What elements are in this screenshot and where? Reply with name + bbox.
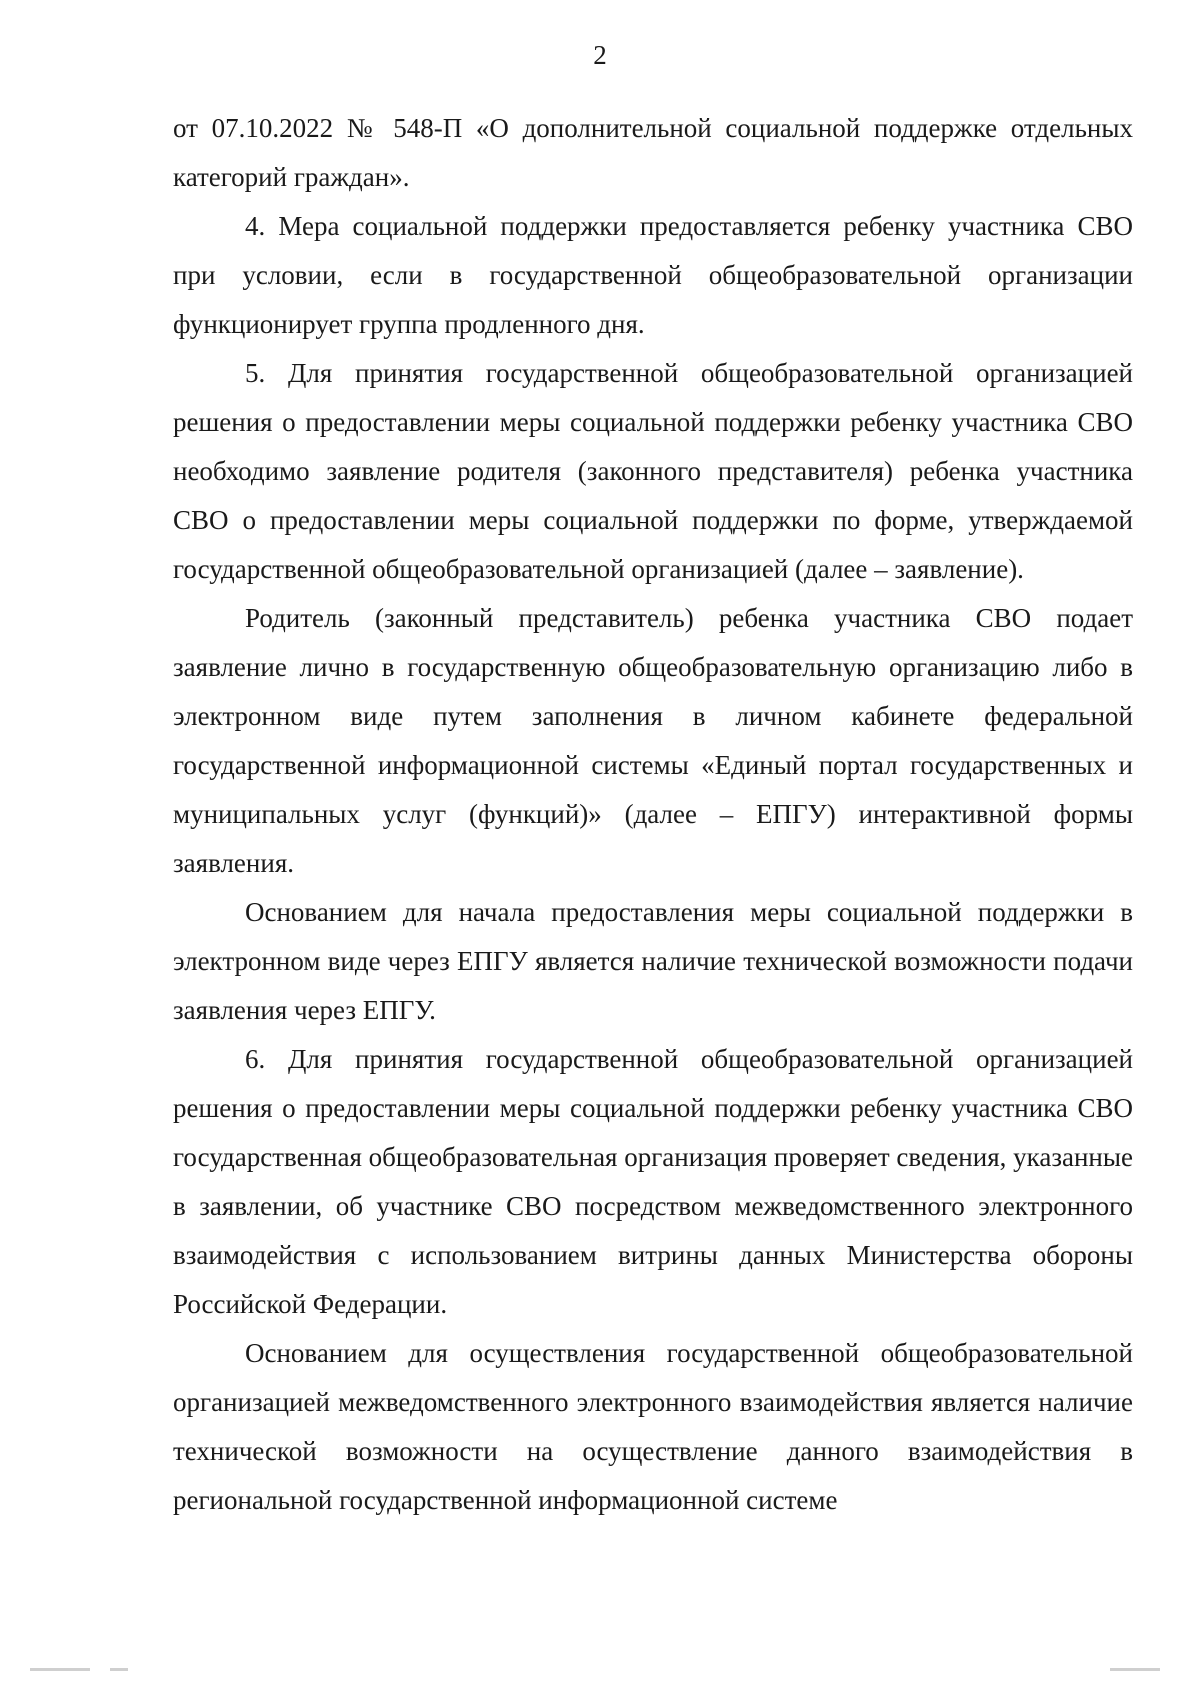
page-number: 2 [593, 40, 607, 70]
paragraph-item-6: 6. Для принятия государственной общеобразовательной организацией решения о предоставлении меры социальной поддержки ребенку участника СВО государственная общеобразовательная организация проверяет сведения, указанные в заявлении, об участнике СВО посредством межведомственного электронного взаимодействия с использованием витрины данных Министерства обороны Российской Федерации. [173, 1044, 1133, 1319]
paragraph-interagency-basis: Основанием для осуществления государственной общеобразовательной организацией межведомственного электронного взаимодействия является наличие технической возможности на осуществление данного взаимодействия в региональной государственной информационной системе [173, 1338, 1133, 1515]
paragraph-continuation: от 07.10.2022 № 548-П «О дополнительной социальной поддержке отдельных категорий граждан». [173, 113, 1133, 192]
document-body [173, 104, 1133, 1525]
paragraph-item-5: 5. Для принятия государственной общеобразовательной организацией решения о предоставлении меры социальной поддержки ребенку участника СВО необходимо заявление родителя (законного представителя) ребенка участника СВО о предоставлении меры социальной поддержки по форме, утверждаемой государственной общеобразовательной организацией (далее – заявление). [173, 358, 1133, 584]
scan-edge-marks [30, 1668, 1170, 1674]
paragraph-item-4: 4. Мера социальной поддержки предоставляется ребенку участника СВО при условии, если в государственной общеобразовательной организации функционирует группа продленного дня. [173, 211, 1133, 339]
paragraph-electronic-basis: Основанием для начала предоставления меры социальной поддержки в электронном виде через ЕПГУ является наличие технической возможности подачи заявления через ЕПГУ. [173, 897, 1133, 1025]
paragraph-application-submission: Родитель (законный представитель) ребенка участника СВО подает заявление лично в государственную общеобразовательную организацию либо в электронном виде путем заполнения в личном кабинете федеральной государственной информационной системы «Единый портал государственных и муниципальных услуг (функций)» (далее – ЕПГУ) интерактивной формы заявления. [173, 603, 1133, 878]
